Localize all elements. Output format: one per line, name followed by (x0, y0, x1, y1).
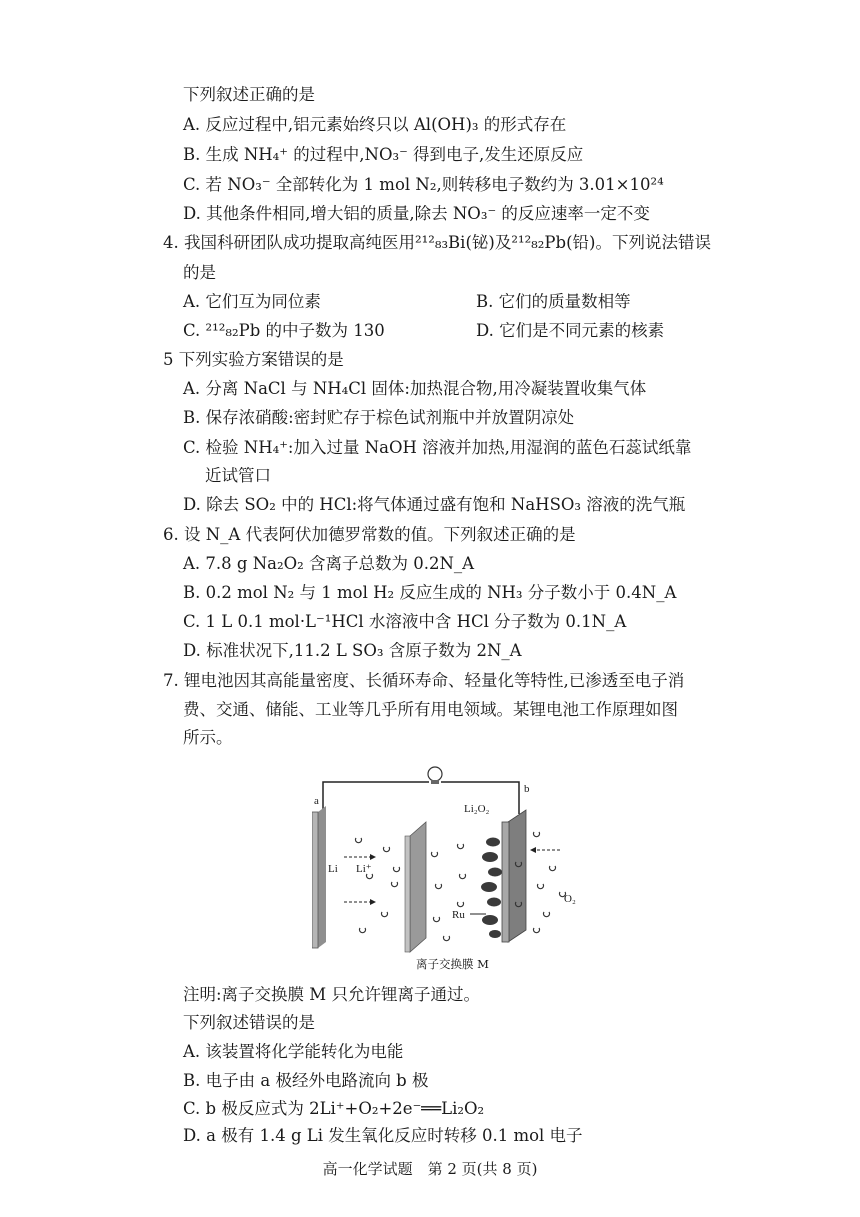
q7-stem-line1: 7. 锂电池因其高能量密度、长循环寿命、轻量化等特性,已渗透至电子消 (163, 671, 685, 690)
q4-stem-line2: 的是 (183, 263, 216, 282)
q6-option-b: B. 0.2 mol N₂ 与 1 mol H₂ 反应生成的 NH₃ 分子数小于 0.4N_A (183, 583, 677, 602)
q3-option-d: D. 其他条件相同,增大铝的质量,除去 NO₃⁻ 的反应速率一定不变 (183, 204, 650, 223)
li2o2-deposits (481, 838, 502, 939)
q5-option-d: D. 除去 SO₂ 中的 HCl:将气体通过盛有饱和 NaHSO₃ 溶液的洗气瓶 (183, 495, 686, 514)
q7-note: 注明:离子交换膜 M 只允许锂离子通过。 (183, 985, 480, 1004)
q7-option-a: A. 该装置将化学能转化为电能 (183, 1042, 404, 1061)
light-bulb-icon (428, 767, 442, 784)
figure-caption: 离子交换膜 M (416, 957, 489, 971)
q4-option-c: C. ²¹²₈₂Pb 的中子数为 130 (183, 321, 385, 340)
q7-stem-line2: 费、交通、储能、工业等几乎所有用电领域。某锂电池工作原理如图 (183, 700, 678, 719)
q5-option-c-line2: 近试管口 (205, 466, 271, 485)
label-ru: Ru (452, 909, 465, 921)
electrode-b (502, 810, 526, 942)
q7-option-c: C. b 极反应式为 2Li⁺+O₂+2e⁻══Li₂O₂ (183, 1099, 485, 1118)
q7-stem-line4: 下列叙述错误的是 (183, 1013, 315, 1032)
q7-option-d: D. a 极有 1.4 g Li 发生氧化反应时转移 0.1 mol 电子 (183, 1126, 583, 1145)
label-o2: O₂ (564, 893, 576, 905)
q4-stem-line1: 4. 我国科研团队成功提取高纯医用²¹²₈₃Bi(铋)及²¹²₈₂Pb(铅)。下列说法错误 (163, 233, 711, 252)
q4-option-a: A. 它们互为同位素 (183, 292, 321, 311)
q4-option-b: B. 它们的质量数相等 (476, 292, 631, 311)
q7-stem-line3: 所示。 (183, 728, 233, 747)
label-b: b (524, 783, 530, 795)
electrode-a (312, 806, 326, 948)
label-li: Li (328, 863, 338, 875)
q5-option-b: B. 保存浓硝酸:密封贮存于棕色试剂瓶中并放置阴凉处 (183, 408, 575, 427)
q3-stem: 下列叙述正确的是 (183, 85, 315, 104)
ion-flow-arrows (344, 850, 560, 902)
q3-option-b: B. 生成 NH₄⁺ 的过程中,NO₃⁻ 得到电子,发生还原反应 (183, 145, 584, 164)
q6-option-c: C. 1 L 0.1 mol·L⁻¹HCl 水溶液中含 HCl 分子数为 0.1N_A (183, 612, 627, 631)
label-li2o2: Li₂O₂ (464, 803, 490, 815)
q6-option-d: D. 标准状况下,11.2 L SO₃ 含原子数为 2N_A (183, 641, 522, 660)
q3-option-c: C. 若 NO₃⁻ 全部转化为 1 mol N₂,则转移电子数约为 3.01×10²⁴ (183, 175, 664, 194)
label-a: a (314, 795, 319, 807)
label-li-ion: Li⁺ (356, 863, 372, 875)
battery-diagram (312, 752, 590, 974)
q6-option-a: A. 7.8 g Na₂O₂ 含离子总数为 0.2N_A (183, 554, 475, 573)
q5-option-c-line1: C. 检验 NH₄⁺:加入过量 NaOH 溶液并加热,用湿润的蓝色石蕊试纸靠 (183, 438, 692, 457)
q5-stem: 5 下列实验方案错误的是 (163, 350, 344, 369)
q5-option-a: A. 分离 NaCl 与 NH₄Cl 固体:加热混合物,用冷凝装置收集气体 (183, 379, 647, 398)
q3-option-a: A. 反应过程中,铝元素始终只以 Al(OH)₃ 的形式存在 (183, 115, 567, 134)
q4-option-d: D. 它们是不同元素的核素 (476, 321, 665, 340)
q7-option-b: B. 电子由 a 极经外电路流向 b 极 (183, 1071, 429, 1090)
ion-exchange-membrane (405, 822, 426, 952)
page-footer: 高一化学试题 第 2 页(共 8 页) (322, 1160, 538, 1178)
q6-stem: 6. 设 N_A 代表阿伏加德罗常数的值。下列叙述正确的是 (163, 525, 576, 544)
